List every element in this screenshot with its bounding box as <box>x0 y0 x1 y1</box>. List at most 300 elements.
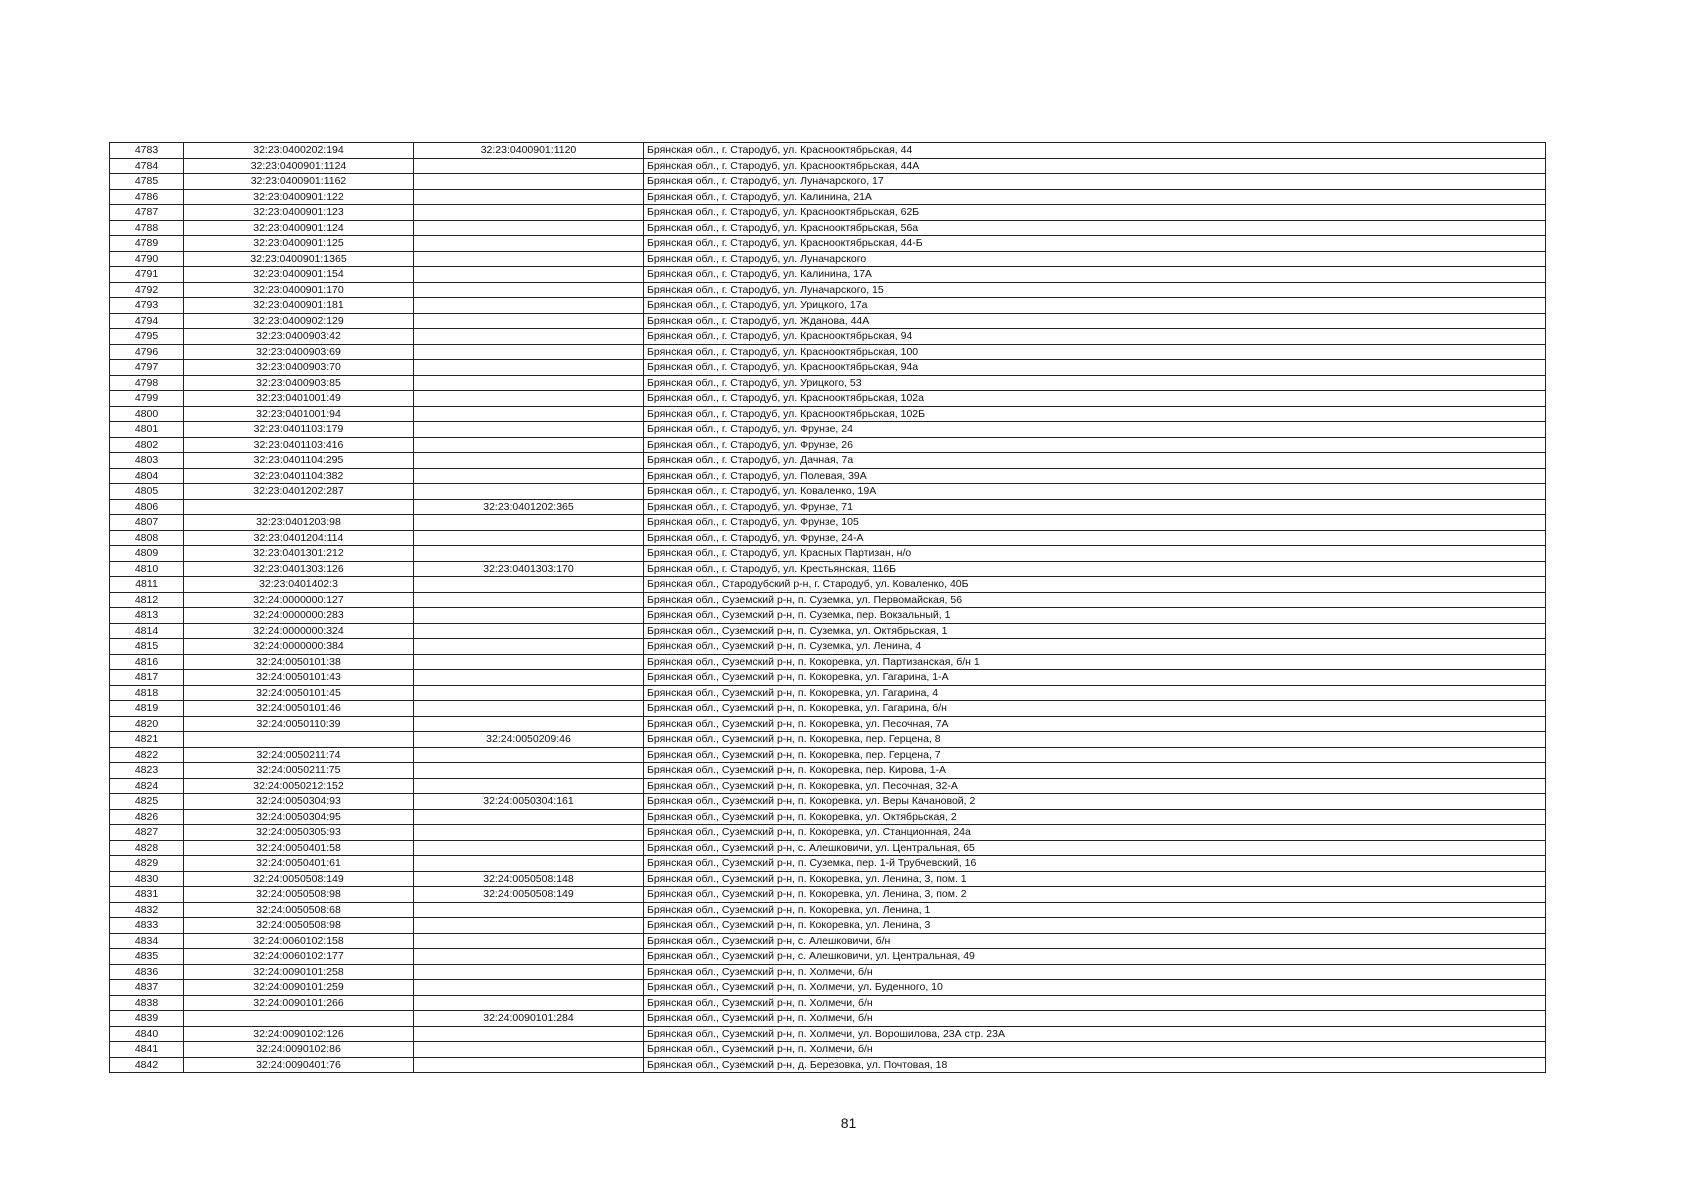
address-cell: Брянская обл., Суземский р-н, п. Кокоревка, ул. Песочная, 7А <box>644 716 1546 732</box>
linked-cadastral-number-cell <box>414 639 644 655</box>
table-row <box>110 654 1546 670</box>
address-cell: Брянская обл., г. Стародуб, ул. Луначарского, 15 <box>644 282 1546 298</box>
address-cell: Брянская обл., г. Стародуб, ул. Фрунзе, 26 <box>644 437 1546 453</box>
table-row <box>110 1042 1546 1058</box>
linked-cadastral-number-cell <box>414 422 644 438</box>
address-cell: Брянская обл., г. Стародуб, ул. Краснооктябрьская, 44 <box>644 143 1546 159</box>
row-number-cell: 4830 <box>110 871 184 887</box>
row-number-cell: 4805 <box>110 484 184 500</box>
table-row <box>110 716 1546 732</box>
table-row <box>110 964 1546 980</box>
linked-cadastral-number-cell <box>414 530 644 546</box>
row-number-cell: 4824 <box>110 778 184 794</box>
row-number-cell: 4811 <box>110 577 184 593</box>
linked-cadastral-number-cell <box>414 902 644 918</box>
cadastral-number-cell: 32:24:0050508:68 <box>184 902 414 918</box>
address-cell: Брянская обл., г. Стародуб, ул. Красных Партизан, н/о <box>644 546 1546 562</box>
cadastral-number-cell: 32:23:0400901:181 <box>184 298 414 314</box>
address-cell: Брянская обл., г. Стародуб, ул. Краснооктябрьская, 102а <box>644 391 1546 407</box>
address-cell: Брянская обл., г. Стародуб, ул. Урицкого, 53 <box>644 375 1546 391</box>
table-row <box>110 236 1546 252</box>
address-cell: Брянская обл., Суземский р-н, п. Кокоревка, пер. Кирова, 1-А <box>644 763 1546 779</box>
cadastral-number-cell: 32:24:0060102:158 <box>184 933 414 949</box>
table-row <box>110 375 1546 391</box>
table-row <box>110 902 1546 918</box>
row-number-cell: 4791 <box>110 267 184 283</box>
table-row <box>110 329 1546 345</box>
row-number-cell: 4833 <box>110 918 184 934</box>
cadastral-number-cell: 32:23:0401301:212 <box>184 546 414 562</box>
address-cell: Брянская обл., Суземский р-н, п. Суземка, пер. 1-й Трубчевский, 16 <box>644 856 1546 872</box>
cadastral-number-cell: 32:24:0000000:283 <box>184 608 414 624</box>
table-row <box>110 143 1546 159</box>
linked-cadastral-number-cell <box>414 391 644 407</box>
linked-cadastral-number-cell <box>414 701 644 717</box>
table-row <box>110 685 1546 701</box>
linked-cadastral-number-cell <box>414 825 644 841</box>
cadastral-number-cell: 32:23:0401402:3 <box>184 577 414 593</box>
address-cell: Брянская обл., Суземский р-н, п. Холмечи, б/н <box>644 964 1546 980</box>
row-number-cell: 4826 <box>110 809 184 825</box>
cadastral-number-cell: 32:24:0050401:58 <box>184 840 414 856</box>
linked-cadastral-number-cell <box>414 918 644 934</box>
table-row <box>110 639 1546 655</box>
row-number-cell: 4818 <box>110 685 184 701</box>
address-cell: Брянская обл., Стародубский р-н, г. Стародуб, ул. Коваленко, 40Б <box>644 577 1546 593</box>
address-cell: Брянская обл., Суземский р-н, п. Кокоревка, ул. Октябрьская, 2 <box>644 809 1546 825</box>
table-row <box>110 763 1546 779</box>
linked-cadastral-number-cell <box>414 282 644 298</box>
row-number-cell: 4815 <box>110 639 184 655</box>
row-number-cell: 4838 <box>110 995 184 1011</box>
linked-cadastral-number-cell <box>414 670 644 686</box>
table-row <box>110 933 1546 949</box>
row-number-cell: 4808 <box>110 530 184 546</box>
row-number-cell: 4807 <box>110 515 184 531</box>
linked-cadastral-number-cell <box>414 437 644 453</box>
address-cell: Брянская обл., Суземский р-н, п. Кокоревка, пер. Герцена, 7 <box>644 747 1546 763</box>
linked-cadastral-number-cell <box>414 933 644 949</box>
address-cell: Брянская обл., г. Стародуб, ул. Краснооктябрьская, 102Б <box>644 406 1546 422</box>
linked-cadastral-number-cell: 32:24:0050209:46 <box>414 732 644 748</box>
row-number-cell: 4786 <box>110 189 184 205</box>
property-registry-table <box>109 142 1546 1073</box>
row-number-cell: 4800 <box>110 406 184 422</box>
row-number-cell: 4825 <box>110 794 184 810</box>
cadastral-number-cell: 32:23:0401104:295 <box>184 453 414 469</box>
row-number-cell: 4842 <box>110 1057 184 1073</box>
row-number-cell: 4801 <box>110 422 184 438</box>
row-number-cell: 4839 <box>110 1011 184 1027</box>
table-row <box>110 949 1546 965</box>
address-cell: Брянская обл., г. Стародуб, ул. Краснооктябрьская, 94 <box>644 329 1546 345</box>
address-cell: Брянская обл., Суземский р-н, п. Холмечи, ул. Буденного, 10 <box>644 980 1546 996</box>
cadastral-number-cell: 32:24:0050211:74 <box>184 747 414 763</box>
linked-cadastral-number-cell <box>414 763 644 779</box>
table-row <box>110 546 1546 562</box>
table-row <box>110 174 1546 190</box>
linked-cadastral-number-cell <box>414 313 644 329</box>
cadastral-number-cell: 32:24:0050101:45 <box>184 685 414 701</box>
linked-cadastral-number-cell: 32:24:0090101:284 <box>414 1011 644 1027</box>
row-number-cell: 4823 <box>110 763 184 779</box>
linked-cadastral-number-cell <box>414 685 644 701</box>
cadastral-number-cell: 32:24:0050212:152 <box>184 778 414 794</box>
address-cell: Брянская обл., Суземский р-н, п. Кокоревка, ул. Гагарина, 1-А <box>644 670 1546 686</box>
table-row <box>110 747 1546 763</box>
table-row <box>110 158 1546 174</box>
table-row <box>110 856 1546 872</box>
address-cell: Брянская обл., Суземский р-н, п. Кокоревка, ул. Ленина, 3, пом. 2 <box>644 887 1546 903</box>
cadastral-number-cell: 32:24:0000000:127 <box>184 592 414 608</box>
linked-cadastral-number-cell: 32:23:0401202:365 <box>414 499 644 515</box>
table-row <box>110 1011 1546 1027</box>
address-cell: Брянская обл., Суземский р-н, п. Кокоревка, ул. Партизанская, б/н 1 <box>644 654 1546 670</box>
cadastral-number-cell: 32:24:0050101:43 <box>184 670 414 686</box>
address-cell: Брянская обл., г. Стародуб, ул. Краснооктябрьская, 56а <box>644 220 1546 236</box>
cadastral-number-cell: 32:24:0000000:324 <box>184 623 414 639</box>
table-row <box>110 732 1546 748</box>
table-row <box>110 701 1546 717</box>
cadastral-number-cell: 32:23:0401103:179 <box>184 422 414 438</box>
table-row <box>110 220 1546 236</box>
row-number-cell: 4820 <box>110 716 184 732</box>
cadastral-number-cell: 32:24:0090102:126 <box>184 1026 414 1042</box>
row-number-cell: 4803 <box>110 453 184 469</box>
cadastral-number-cell: 32:24:0050304:93 <box>184 794 414 810</box>
address-cell: Брянская обл., Суземский р-н, п. Кокоревка, ул. Станционная, 24а <box>644 825 1546 841</box>
linked-cadastral-number-cell <box>414 205 644 221</box>
row-number-cell: 4829 <box>110 856 184 872</box>
row-number-cell: 4836 <box>110 964 184 980</box>
cadastral-number-cell: 32:24:0090101:258 <box>184 964 414 980</box>
row-number-cell: 4795 <box>110 329 184 345</box>
cadastral-number-cell: 32:24:0090101:259 <box>184 980 414 996</box>
cadastral-number-cell: 32:23:0401303:126 <box>184 561 414 577</box>
linked-cadastral-number-cell <box>414 546 644 562</box>
linked-cadastral-number-cell <box>414 1042 644 1058</box>
row-number-cell: 4802 <box>110 437 184 453</box>
table-row <box>110 608 1546 624</box>
row-number-cell: 4806 <box>110 499 184 515</box>
cadastral-number-cell: 32:23:0400901:170 <box>184 282 414 298</box>
row-number-cell: 4787 <box>110 205 184 221</box>
address-cell: Брянская обл., г. Стародуб, ул. Калинина, 21А <box>644 189 1546 205</box>
row-number-cell: 4840 <box>110 1026 184 1042</box>
linked-cadastral-number-cell <box>414 344 644 360</box>
linked-cadastral-number-cell <box>414 856 644 872</box>
cadastral-number-cell: 32:23:0401104:382 <box>184 468 414 484</box>
cadastral-number-cell: 32:23:0400901:123 <box>184 205 414 221</box>
linked-cadastral-number-cell: 32:24:0050304:161 <box>414 794 644 810</box>
linked-cadastral-number-cell <box>414 236 644 252</box>
row-number-cell: 4835 <box>110 949 184 965</box>
linked-cadastral-number-cell <box>414 453 644 469</box>
row-number-cell: 4790 <box>110 251 184 267</box>
address-cell: Брянская обл., г. Стародуб, ул. Калинина, 17А <box>644 267 1546 283</box>
table-row <box>110 453 1546 469</box>
address-cell: Брянская обл., Суземский р-н, п. Холмечи, б/н <box>644 1011 1546 1027</box>
cadastral-number-cell: 32:24:0050110:39 <box>184 716 414 732</box>
cadastral-number-cell: 32:23:0400901:125 <box>184 236 414 252</box>
cadastral-number-cell: 32:23:0401001:49 <box>184 391 414 407</box>
row-number-cell: 4788 <box>110 220 184 236</box>
linked-cadastral-number-cell <box>414 375 644 391</box>
table-row <box>110 809 1546 825</box>
cadastral-number-cell: 32:24:0050401:61 <box>184 856 414 872</box>
address-cell: Брянская обл., Суземский р-н, п. Холмечи, б/н <box>644 995 1546 1011</box>
row-number-cell: 4794 <box>110 313 184 329</box>
table-row <box>110 825 1546 841</box>
cadastral-number-cell: 32:24:0090102:86 <box>184 1042 414 1058</box>
linked-cadastral-number-cell <box>414 1026 644 1042</box>
linked-cadastral-number-cell <box>414 716 644 732</box>
table-row <box>110 282 1546 298</box>
cadastral-number-cell <box>184 1011 414 1027</box>
cadastral-number-cell: 32:23:0400901:1365 <box>184 251 414 267</box>
address-cell: Брянская обл., Суземский р-н, с. Алешковичи, б/н <box>644 933 1546 949</box>
linked-cadastral-number-cell <box>414 747 644 763</box>
linked-cadastral-number-cell <box>414 980 644 996</box>
linked-cadastral-number-cell <box>414 515 644 531</box>
cadastral-number-cell: 32:24:0050508:98 <box>184 887 414 903</box>
cadastral-number-cell: 32:23:0401001:94 <box>184 406 414 422</box>
table-row <box>110 980 1546 996</box>
table-row <box>110 391 1546 407</box>
cadastral-number-cell: 32:24:0000000:384 <box>184 639 414 655</box>
linked-cadastral-number-cell <box>414 778 644 794</box>
linked-cadastral-number-cell <box>414 809 644 825</box>
cadastral-number-cell: 32:24:0050508:98 <box>184 918 414 934</box>
table-row <box>110 267 1546 283</box>
row-number-cell: 4817 <box>110 670 184 686</box>
row-number-cell: 4784 <box>110 158 184 174</box>
row-number-cell: 4785 <box>110 174 184 190</box>
linked-cadastral-number-cell <box>414 174 644 190</box>
cadastral-number-cell: 32:23:0400901:124 <box>184 220 414 236</box>
cadastral-number-cell: 32:24:0050101:38 <box>184 654 414 670</box>
table-row <box>110 592 1546 608</box>
address-cell: Брянская обл., Суземский р-н, п. Кокоревка, ул. Ленина, 1 <box>644 902 1546 918</box>
row-number-cell: 4831 <box>110 887 184 903</box>
row-number-cell: 4814 <box>110 623 184 639</box>
address-cell: Брянская обл., г. Стародуб, ул. Фрунзе, 105 <box>644 515 1546 531</box>
address-cell: Брянская обл., Суземский р-н, п. Кокоревка, ул. Ленина, 3, пом. 1 <box>644 871 1546 887</box>
table-row <box>110 871 1546 887</box>
linked-cadastral-number-cell <box>414 995 644 1011</box>
linked-cadastral-number-cell <box>414 220 644 236</box>
row-number-cell: 4819 <box>110 701 184 717</box>
row-number-cell: 4789 <box>110 236 184 252</box>
table-row <box>110 251 1546 267</box>
address-cell: Брянская обл., Суземский р-н, п. Кокоревка, ул. Гагарина, б/н <box>644 701 1546 717</box>
address-cell: Брянская обл., г. Стародуб, ул. Полевая, 39А <box>644 468 1546 484</box>
linked-cadastral-number-cell <box>414 608 644 624</box>
table-row <box>110 298 1546 314</box>
linked-cadastral-number-cell <box>414 1057 644 1073</box>
address-cell: Брянская обл., г. Стародуб, ул. Фрунзе, 24-А <box>644 530 1546 546</box>
address-cell: Брянская обл., г. Стародуб, ул. Крестьянская, 116Б <box>644 561 1546 577</box>
cadastral-number-cell: 32:23:0401103:416 <box>184 437 414 453</box>
cadastral-number-cell: 32:23:0400903:70 <box>184 360 414 376</box>
row-number-cell: 4841 <box>110 1042 184 1058</box>
table-row <box>110 422 1546 438</box>
table-row <box>110 840 1546 856</box>
row-number-cell: 4793 <box>110 298 184 314</box>
address-cell: Брянская обл., Суземский р-н, п. Кокоревка, пер. Герцена, 8 <box>644 732 1546 748</box>
address-cell: Брянская обл., Суземский р-н, п. Кокоревка, ул. Песочная, 32-А <box>644 778 1546 794</box>
cadastral-number-cell: 32:24:0090401:76 <box>184 1057 414 1073</box>
table-body <box>110 143 1546 1073</box>
address-cell: Брянская обл., г. Стародуб, ул. Краснооктябрьская, 44А <box>644 158 1546 174</box>
table-row <box>110 189 1546 205</box>
row-number-cell: 4799 <box>110 391 184 407</box>
row-number-cell: 4813 <box>110 608 184 624</box>
table-row <box>110 561 1546 577</box>
cadastral-number-cell: 32:23:0400903:42 <box>184 329 414 345</box>
table-row <box>110 778 1546 794</box>
address-cell: Брянская обл., г. Стародуб, ул. Жданова, 44А <box>644 313 1546 329</box>
row-number-cell: 4798 <box>110 375 184 391</box>
table-row <box>110 515 1546 531</box>
cadastral-number-cell <box>184 499 414 515</box>
linked-cadastral-number-cell <box>414 592 644 608</box>
row-number-cell: 4804 <box>110 468 184 484</box>
table-row <box>110 468 1546 484</box>
table-row <box>110 344 1546 360</box>
address-cell: Брянская обл., г. Стародуб, ул. Краснооктябрьская, 44-Б <box>644 236 1546 252</box>
address-cell: Брянская обл., г. Стародуб, ул. Урицкого, 17а <box>644 298 1546 314</box>
linked-cadastral-number-cell: 32:23:0401303:170 <box>414 561 644 577</box>
cadastral-number-cell: 32:24:0050508:149 <box>184 871 414 887</box>
address-cell: Брянская обл., г. Стародуб, ул. Краснооктябрьская, 62Б <box>644 205 1546 221</box>
row-number-cell: 4822 <box>110 747 184 763</box>
cadastral-number-cell: 32:23:0400903:85 <box>184 375 414 391</box>
row-number-cell: 4796 <box>110 344 184 360</box>
table-row <box>110 360 1546 376</box>
linked-cadastral-number-cell <box>414 329 644 345</box>
linked-cadastral-number-cell <box>414 577 644 593</box>
address-cell: Брянская обл., Суземский р-н, п. Холмечи, б/н <box>644 1042 1546 1058</box>
linked-cadastral-number-cell <box>414 654 644 670</box>
linked-cadastral-number-cell <box>414 468 644 484</box>
linked-cadastral-number-cell <box>414 623 644 639</box>
address-cell: Брянская обл., г. Стародуб, ул. Краснооктябрьская, 100 <box>644 344 1546 360</box>
cadastral-number-cell: 32:24:0050305:93 <box>184 825 414 841</box>
address-cell: Брянская обл., Суземский р-н, п. Кокоревка, ул. Веры Качановой, 2 <box>644 794 1546 810</box>
cadastral-number-cell: 32:24:0050304:95 <box>184 809 414 825</box>
linked-cadastral-number-cell <box>414 158 644 174</box>
table-row <box>110 1026 1546 1042</box>
row-number-cell: 4832 <box>110 902 184 918</box>
linked-cadastral-number-cell: 32:23:0400901:1120 <box>414 143 644 159</box>
table-row <box>110 205 1546 221</box>
cadastral-number-cell: 32:23:0401203:98 <box>184 515 414 531</box>
linked-cadastral-number-cell <box>414 840 644 856</box>
cadastral-number-cell: 32:23:0400901:154 <box>184 267 414 283</box>
cadastral-number-cell: 32:23:0400903:69 <box>184 344 414 360</box>
address-cell: Брянская обл., г. Стародуб, ул. Луначарского <box>644 251 1546 267</box>
address-cell: Брянская обл., Суземский р-н, п. Суземка, ул. Ленина, 4 <box>644 639 1546 655</box>
cadastral-number-cell: 32:23:0400901:122 <box>184 189 414 205</box>
address-cell: Брянская обл., Суземский р-н, п. Кокоревка, ул. Ленина, 3 <box>644 918 1546 934</box>
table-row <box>110 995 1546 1011</box>
address-cell: Брянская обл., Суземский р-н, с. Алешковичи, ул. Центральная, 65 <box>644 840 1546 856</box>
cadastral-number-cell: 32:23:0401204:114 <box>184 530 414 546</box>
address-cell: Брянская обл., Суземский р-н, п. Кокоревка, ул. Гагарина, 4 <box>644 685 1546 701</box>
table-row <box>110 406 1546 422</box>
table-row <box>110 887 1546 903</box>
linked-cadastral-number-cell: 32:24:0050508:149 <box>414 887 644 903</box>
row-number-cell: 4792 <box>110 282 184 298</box>
row-number-cell: 4783 <box>110 143 184 159</box>
table-row <box>110 794 1546 810</box>
address-cell: Брянская обл., Суземский р-н, д. Березовка, ул. Почтовая, 18 <box>644 1057 1546 1073</box>
row-number-cell: 4797 <box>110 360 184 376</box>
cadastral-number-cell: 32:23:0400902:129 <box>184 313 414 329</box>
address-cell: Брянская обл., Суземский р-н, п. Суземка, пер. Вокзальный, 1 <box>644 608 1546 624</box>
row-number-cell: 4827 <box>110 825 184 841</box>
cadastral-number-cell: 32:24:0050211:75 <box>184 763 414 779</box>
table-row <box>110 918 1546 934</box>
address-cell: Брянская обл., Суземский р-н, п. Суземка, ул. Октябрьская, 1 <box>644 623 1546 639</box>
cadastral-number-cell: 32:24:0050101:46 <box>184 701 414 717</box>
linked-cadastral-number-cell <box>414 964 644 980</box>
row-number-cell: 4821 <box>110 732 184 748</box>
address-cell: Брянская обл., г. Стародуб, ул. Фрунзе, 71 <box>644 499 1546 515</box>
cadastral-number-cell: 32:23:0400901:1124 <box>184 158 414 174</box>
cadastral-number-cell: 32:24:0060102:177 <box>184 949 414 965</box>
linked-cadastral-number-cell <box>414 949 644 965</box>
address-cell: Брянская обл., г. Стародуб, ул. Дачная, 7а <box>644 453 1546 469</box>
row-number-cell: 4816 <box>110 654 184 670</box>
address-cell: Брянская обл., Суземский р-н, с. Алешковичи, ул. Центральная, 49 <box>644 949 1546 965</box>
row-number-cell: 4809 <box>110 546 184 562</box>
linked-cadastral-number-cell <box>414 251 644 267</box>
table-row <box>110 577 1546 593</box>
cadastral-number-cell <box>184 732 414 748</box>
address-cell: Брянская обл., г. Стародуб, ул. Луначарского, 17 <box>644 174 1546 190</box>
table-row <box>110 623 1546 639</box>
address-cell: Брянская обл., Суземский р-н, п. Суземка, ул. Первомайская, 56 <box>644 592 1546 608</box>
table-row <box>110 1057 1546 1073</box>
address-cell: Брянская обл., г. Стародуб, ул. Фрунзе, 24 <box>644 422 1546 438</box>
linked-cadastral-number-cell <box>414 406 644 422</box>
page-number: 81 <box>840 1115 857 1131</box>
cadastral-number-cell: 32:24:0090101:266 <box>184 995 414 1011</box>
linked-cadastral-number-cell <box>414 360 644 376</box>
linked-cadastral-number-cell: 32:24:0050508:148 <box>414 871 644 887</box>
cadastral-number-cell: 32:23:0401202:287 <box>184 484 414 500</box>
table-row <box>110 530 1546 546</box>
row-number-cell: 4837 <box>110 980 184 996</box>
linked-cadastral-number-cell <box>414 189 644 205</box>
linked-cadastral-number-cell <box>414 267 644 283</box>
row-number-cell: 4812 <box>110 592 184 608</box>
table-row <box>110 484 1546 500</box>
cadastral-number-cell: 32:23:0400202:194 <box>184 143 414 159</box>
table-row <box>110 313 1546 329</box>
row-number-cell: 4834 <box>110 933 184 949</box>
linked-cadastral-number-cell <box>414 298 644 314</box>
address-cell: Брянская обл., г. Стародуб, ул. Краснооктябрьская, 94а <box>644 360 1546 376</box>
address-cell: Брянская обл., г. Стародуб, ул. Коваленко, 19А <box>644 484 1546 500</box>
table-row <box>110 670 1546 686</box>
table-row <box>110 437 1546 453</box>
linked-cadastral-number-cell <box>414 484 644 500</box>
table-row <box>110 499 1546 515</box>
row-number-cell: 4810 <box>110 561 184 577</box>
